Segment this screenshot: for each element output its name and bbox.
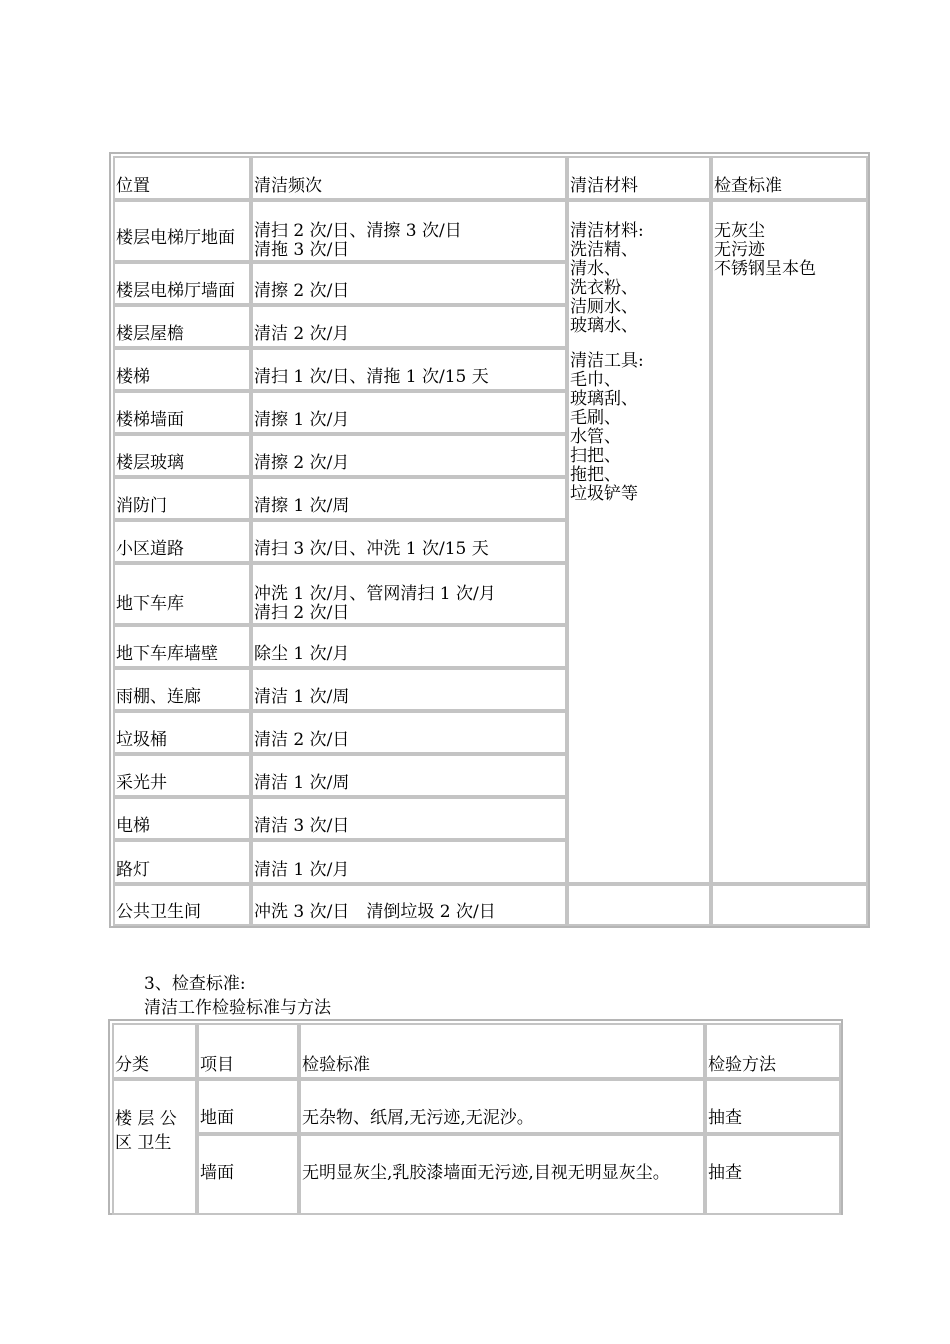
standard-text: 无杂物、纸屑,无污迹,无泥沙。	[302, 1108, 534, 1128]
materials-line	[570, 336, 644, 352]
method-text: 抽查	[708, 1163, 742, 1183]
location-cell	[113, 391, 251, 434]
standards-line: 无灰尘	[714, 221, 765, 241]
materials-line: 拖把、	[570, 465, 621, 485]
location-cell	[113, 625, 251, 668]
header-cell	[197, 1023, 299, 1079]
frequency-text: 清扫 2 次/日、清擦 3 次/日	[254, 221, 462, 241]
location-cell	[113, 711, 251, 754]
location-cell	[113, 797, 251, 840]
item-text: 墙面	[200, 1163, 234, 1183]
frequency-cell	[251, 520, 567, 563]
frequency-cell	[251, 625, 567, 668]
standards-line: 无污迹	[714, 240, 765, 260]
header-cell	[112, 1023, 197, 1079]
method-cell	[705, 1079, 841, 1134]
standard-cell	[299, 1134, 705, 1215]
method-cell	[705, 1134, 841, 1215]
location-cell	[113, 262, 251, 305]
location-text: 公共卫生间	[116, 902, 201, 922]
header-cell	[567, 156, 711, 200]
empty-cell	[567, 884, 711, 926]
frequency-text: 清洁 1 次/月	[254, 860, 350, 880]
item-cell	[197, 1079, 299, 1134]
frequency-cell	[251, 711, 567, 754]
frequency-text: 清洁 2 次/日	[254, 730, 350, 750]
location-text: 楼层屋檐	[116, 324, 184, 344]
location-cell	[113, 348, 251, 391]
header-standards: 检查标准	[714, 176, 782, 196]
location-cell	[113, 884, 251, 926]
location-text: 电梯	[116, 816, 150, 836]
location-text: 雨棚、连廊	[116, 687, 201, 707]
frequency-cell	[251, 477, 567, 520]
frequency-cell	[251, 262, 567, 305]
header-location: 位置	[116, 176, 150, 196]
header-item: 项目	[200, 1055, 234, 1075]
materials-cell	[567, 200, 711, 884]
header-materials: 清洁材料	[570, 176, 638, 196]
location-text: 楼层电梯厅墙面	[116, 281, 235, 301]
frequency-text: 清擦 2 次/月	[254, 453, 350, 473]
header-standard: 检验标准	[302, 1055, 370, 1075]
materials-line: 水管、	[570, 427, 621, 447]
header-frequency: 清洁频次	[254, 176, 322, 196]
materials-line: 清水、	[570, 259, 621, 279]
location-cell	[113, 840, 251, 884]
header-cell	[299, 1023, 705, 1079]
frequency-text: 清洁 1 次/周	[254, 687, 350, 707]
materials-line: 洁厕水、	[570, 297, 638, 317]
materials-line: 玻璃水、	[570, 316, 638, 336]
materials-line: 垃圾铲等	[570, 484, 638, 504]
materials-line: 扫把、	[570, 446, 621, 466]
frequency-cell	[251, 884, 567, 926]
method-text: 抽查	[708, 1108, 742, 1128]
standards-cell	[711, 200, 868, 884]
cleaning-schedule-table	[109, 152, 870, 928]
frequency-cell	[251, 668, 567, 711]
frequency-text: 冲洗 3 次/日 清倒垃圾 2 次/日	[254, 902, 496, 922]
location-text: 楼梯墙面	[116, 410, 184, 430]
standard-cell	[299, 1079, 705, 1134]
frequency-cell	[251, 754, 567, 797]
location-text: 路灯	[116, 860, 150, 880]
materials-line: 清洁材料:	[570, 221, 644, 241]
table2-title: 清洁工作检验标准与方法	[144, 998, 331, 1018]
frequency-text: 清洁 2 次/月	[254, 324, 350, 344]
frequency-cell	[251, 348, 567, 391]
location-cell	[113, 477, 251, 520]
location-text: 楼层玻璃	[116, 453, 184, 473]
location-text: 楼层电梯厅地面	[116, 228, 235, 248]
frequency-cell	[251, 391, 567, 434]
frequency-text: 清洁 3 次/日	[254, 816, 350, 836]
header-cell	[705, 1023, 841, 1079]
location-text: 地下车库墙壁	[116, 644, 218, 664]
materials-line: 毛巾、	[570, 370, 621, 390]
location-text: 小区道路	[116, 539, 184, 559]
frequency-text: 冲洗 1 次/月、管网清扫 1 次/月	[254, 584, 496, 604]
item-cell	[197, 1134, 299, 1215]
frequency-cell	[251, 563, 567, 625]
frequency-text: 清洁 1 次/周	[254, 773, 350, 793]
frequency-cell	[251, 305, 567, 348]
location-cell	[113, 754, 251, 797]
location-text: 采光井	[116, 773, 167, 793]
header-category: 分类	[115, 1055, 149, 1075]
inspection-standard-table	[108, 1019, 843, 1215]
frequency-text: 清擦 1 次/月	[254, 410, 350, 430]
materials-line: 毛刷、	[570, 408, 621, 428]
item-text: 地面	[200, 1108, 234, 1128]
frequency-cell	[251, 797, 567, 840]
frequency-text: 除尘 1 次/月	[254, 644, 350, 664]
header-cell	[251, 156, 567, 200]
frequency-text: 清擦 2 次/日	[254, 281, 350, 301]
frequency-text: 清扫 2 次/日	[254, 603, 350, 623]
location-cell	[113, 520, 251, 563]
frequency-text: 清扫 3 次/日、冲洗 1 次/15 天	[254, 539, 489, 559]
frequency-cell	[251, 434, 567, 477]
location-cell	[113, 668, 251, 711]
empty-cell	[711, 884, 868, 926]
frequency-text: 清扫 1 次/日、清拖 1 次/15 天	[254, 367, 489, 387]
frequency-text: 清擦 1 次/周	[254, 496, 350, 516]
standards-line: 不锈钢呈本色	[714, 259, 816, 279]
materials-line: 玻璃刮、	[570, 389, 638, 409]
materials-line: 洗衣粉、	[570, 278, 638, 298]
location-text: 消防门	[116, 496, 167, 516]
frequency-cell	[251, 840, 567, 884]
standard-text: 无明显灰尘,乳胶漆墙面无污迹,目视无明显灰尘。	[302, 1163, 670, 1183]
category-cell	[112, 1079, 197, 1215]
category-text: 楼 层 公 区 卫生	[115, 1109, 177, 1153]
header-method: 检验方法	[708, 1055, 776, 1075]
header-cell	[113, 156, 251, 200]
location-cell	[113, 434, 251, 477]
section-heading: 3、检查标准:	[144, 974, 246, 994]
frequency-text: 清拖 3 次/日	[254, 240, 350, 260]
location-text: 地下车库	[116, 594, 184, 614]
location-text: 垃圾桶	[116, 730, 167, 750]
materials-line: 洗洁精、	[570, 240, 638, 260]
header-cell	[711, 156, 868, 200]
location-text: 楼梯	[116, 367, 150, 387]
location-cell	[113, 305, 251, 348]
frequency-cell	[251, 200, 567, 262]
location-cell	[113, 563, 251, 625]
location-cell	[113, 200, 251, 262]
materials-line: 清洁工具:	[570, 351, 644, 371]
